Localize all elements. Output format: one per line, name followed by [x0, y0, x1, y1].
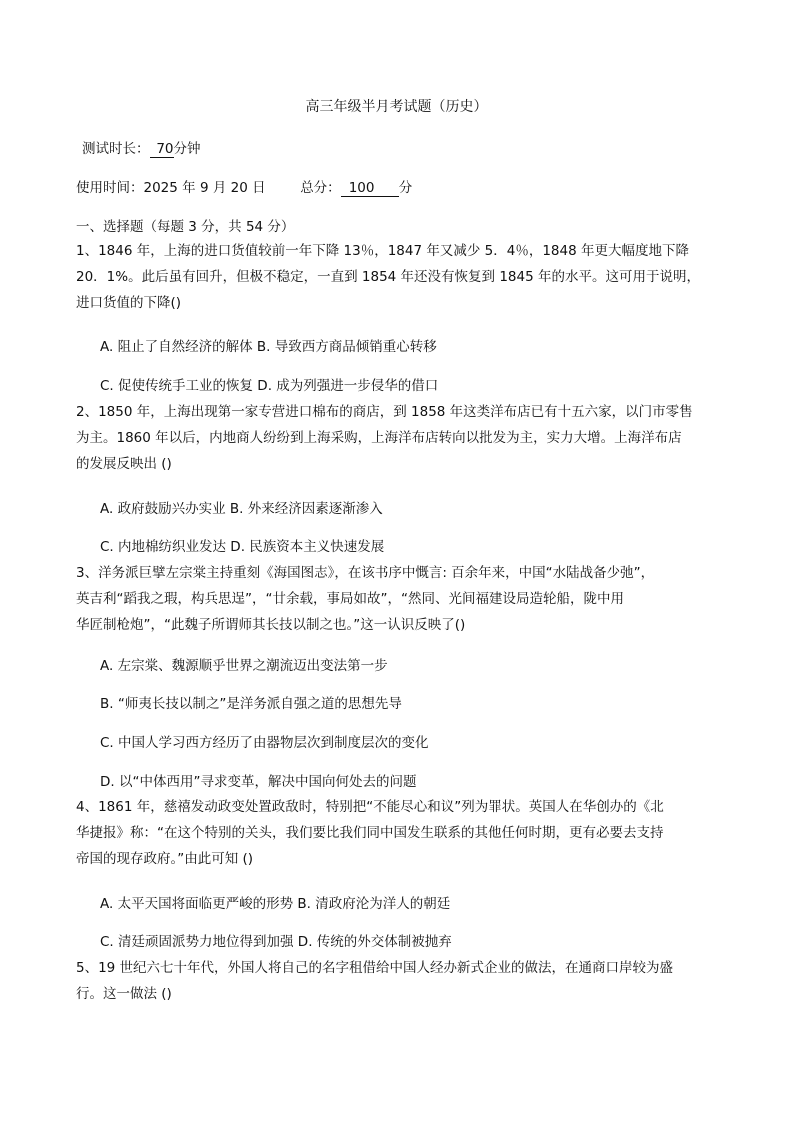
- question-1-options-cd: C. 促使传统手工业的恢复 D. 成为列强进一步侵华的借口: [100, 378, 439, 394]
- section-heading: 一、选择题（每题 3 分，共 54 分）: [76, 219, 295, 235]
- page-title: 高三年级半月考试题（历史）: [305, 99, 488, 115]
- question-2: [76, 399, 716, 477]
- date-score-line: [76, 176, 412, 197]
- question-5: [76, 955, 716, 1007]
- question-line: 行。这一做法 (): [76, 986, 172, 1002]
- question-3-option-c: C. 中国人学习西方经历了由器物层次到制度层次的变化: [100, 735, 429, 751]
- score-label: 总分：: [300, 180, 341, 196]
- question-3-option-d: D. 以“中体西用”寻求变革，解决中国向何处去的问题: [100, 774, 417, 790]
- date-label: 使用时间：2025 年 9 月 20 日: [76, 180, 266, 196]
- question-1-options-ab: A. 阻止了自然经济的解体 B. 导致西方商品倾销重心转移: [100, 339, 437, 355]
- question-line: 20．1%。此后虽有回升，但极不稳定，一直到 1854 年还没有恢复到 1845 年的水平。这可用于说明，: [76, 269, 700, 285]
- duration-value: 70: [150, 142, 174, 158]
- question-line: 4、1861 年，慈禧发动政变处置政敌时，特别把“不能尽心和议”列为罪状。英国人在华创办的《北: [76, 799, 664, 815]
- question-line: 华捷报》称：“在这个特别的关头，我们要比我们同中国发生联系的其他任何时期，更有必要去支持: [76, 825, 664, 841]
- duration-line: [82, 137, 201, 158]
- question-3-option-a: A. 左宗棠、魏源顺乎世界之潮流迈出变法第一步: [100, 658, 388, 674]
- question-line: 5、19 世纪六七十年代，外国人将自己的名字租借给中国人经办新式企业的做法，在通商口岸较为盛: [76, 960, 674, 976]
- question-line: 2、1850 年，上海出现第一家专营进口棉布的商店，到 1858 年这类洋布店已有十五六家，以门市零售: [76, 404, 693, 420]
- question-line: 华匠制枪炮”，“此魏子所谓师其长技以制之也。”这一认识反映了(): [76, 617, 466, 633]
- question-4: [76, 794, 716, 872]
- question-line: 的发展反映出 (): [76, 456, 172, 472]
- question-4-options-ab: A. 太平天国将面临更严峻的形势 B. 清政府沦为洋人的朝廷: [100, 896, 451, 912]
- question-3: [76, 560, 716, 638]
- question-line: 帝国的现存政府。”由此可知 (): [76, 851, 254, 867]
- question-line: 3、洋务派巨擘左宗棠主持重刻《海国图志》，在该书序中慨言: 百余年来，中国“水陆战备少弛”，: [76, 565, 655, 581]
- score-value: 100: [341, 181, 399, 197]
- question-line: 进口货值的下降(): [76, 295, 182, 311]
- question-2-options-cd: C. 内地棉纺织业发达 D. 民族资本主义快速发展: [100, 539, 385, 555]
- question-line: 英吉利“蹈我之瑕，构兵思逞”，“廿余载，事局如故”，“然同、光间福建设局造轮船，陇中用: [76, 591, 624, 607]
- question-4-options-cd: C. 清廷顽固派势力地位得到加强 D. 传统的外交体制被抛弃: [100, 934, 452, 950]
- question-line: 1、1846 年，上海的进口货值较前一年下降 13％，1847 年又减少 5．4％，1848 年更大幅度地下降: [76, 243, 689, 259]
- duration-unit: 分钟: [173, 141, 201, 157]
- question-line: 为主。1860 年以后，内地商人纷纷到上海采购，上海洋布店转向以批发为主，实力大增。上海洋布店: [76, 430, 682, 446]
- question-1: [76, 238, 716, 316]
- duration-label: 测试时长：: [82, 141, 150, 157]
- score-unit: 分: [398, 180, 413, 196]
- question-2-options-ab: A. 政府鼓励兴办实业 B. 外来经济因素逐渐渗入: [100, 501, 383, 517]
- question-3-option-b: B. “师夷长技以制之”是洋务派自强之道的思想先导: [100, 696, 402, 712]
